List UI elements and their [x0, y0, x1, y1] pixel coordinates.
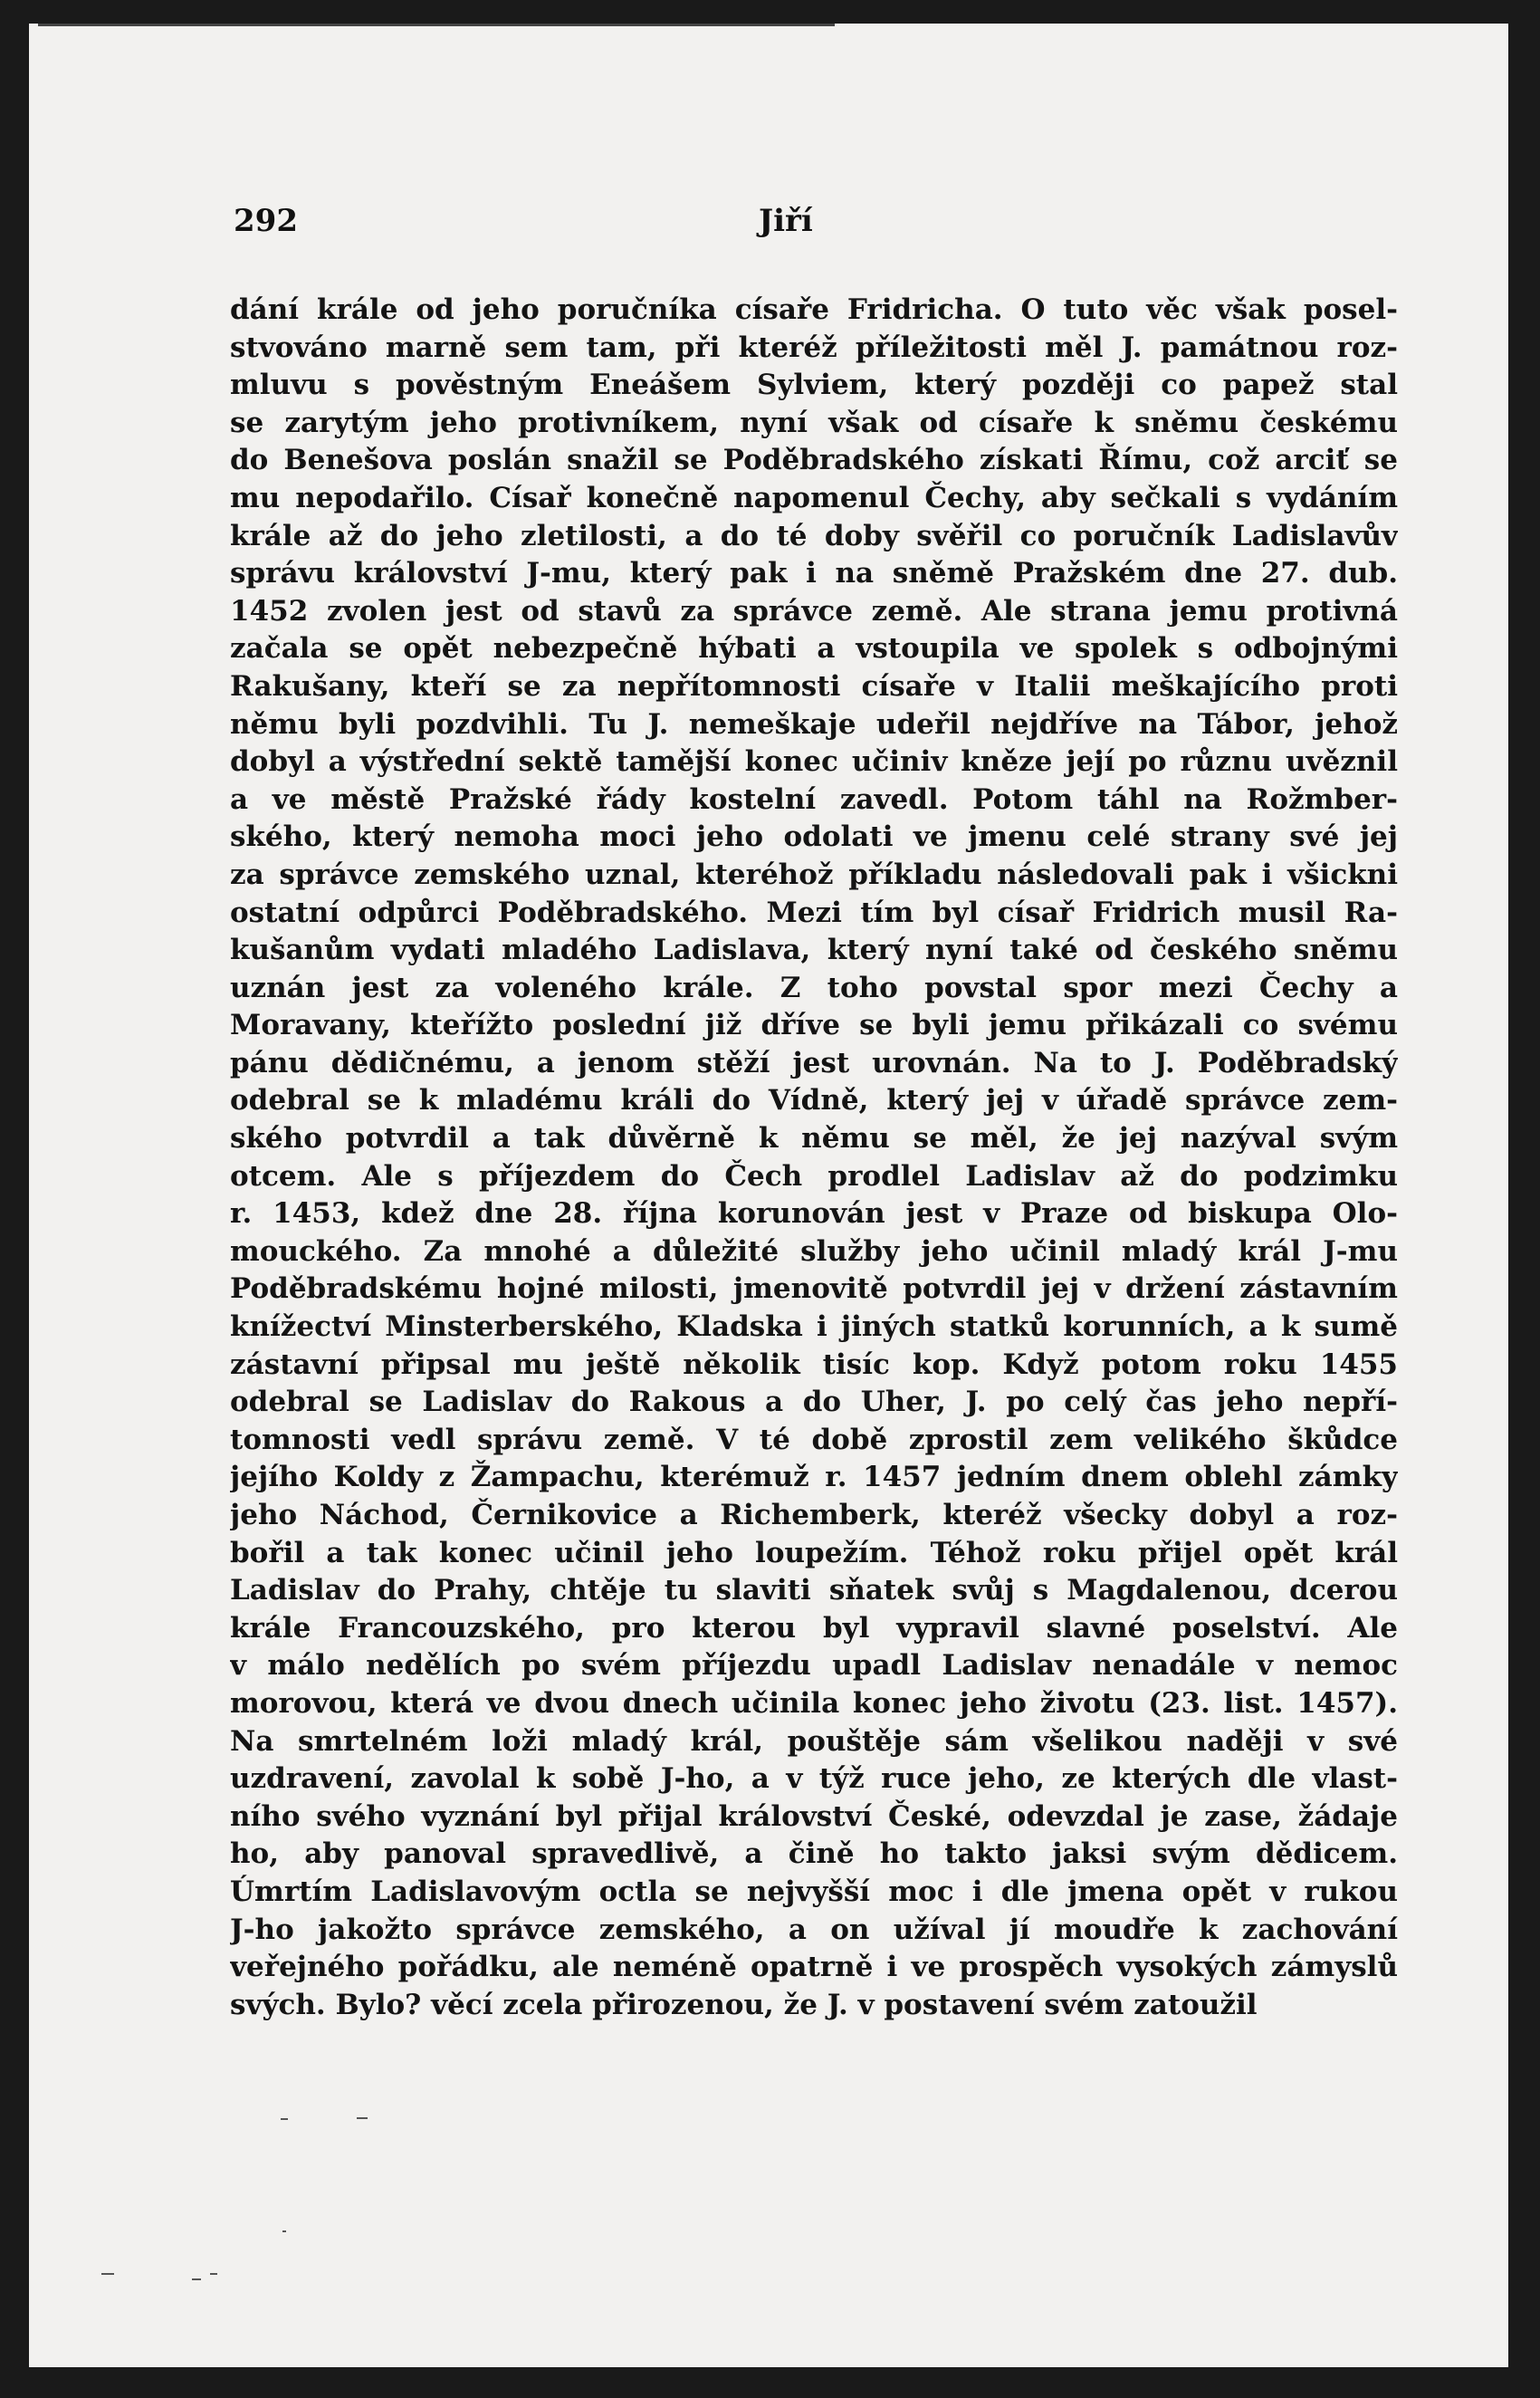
text-line: mluvu s pověstným Eneášem Sylviem, který později co papež stal: [230, 369, 1398, 402]
text-line: mouckého. Za mnohé a důležité služby jeho učinil mladý král J-mu: [230, 1234, 1398, 1268]
page-header: [234, 203, 1394, 248]
text-line: Poděbradskému hojné milosti, jmenovitě potvrdil jej v držení zástavním: [230, 1272, 1398, 1306]
text-line: ho, aby panoval spravedlivě, a čině ho takto jaksi svým dědicem.: [230, 1837, 1398, 1871]
text-line: krále Francouzského, pro kterou byl vypravil slavné poselství. Ale: [230, 1611, 1398, 1645]
text-line: J-ho jakožto správce zemského, a on užíval jí moudře k zachování: [230, 1913, 1398, 1946]
text-line: dobyl a výstřední sektě tamější konec učiniv kněze její po různu uvěznil: [230, 745, 1398, 779]
text-line: r. 1453, kdež dne 28. října korunován jest v Praze od biskupa Olo-: [230, 1197, 1398, 1231]
text-line: jeho Náchod, Černikovice a Richemberk, kteréž všecky dobyl a roz-: [230, 1499, 1398, 1531]
text-line: se zarytým jeho protivníkem, nyní však od císaře k sněmu českému: [230, 406, 1398, 439]
text-line: jejího Koldy z Žampachu, kterémuž r. 1457 jedním dnem oblehl zámky: [230, 1461, 1398, 1494]
text-line: ostatní odpůrci Poděbradského. Mezi tím byl císař Fridrich musil Ra-: [230, 896, 1398, 929]
text-line: kušanům vydati mladého Ladislava, který nyní také od českého sněmu: [230, 934, 1398, 967]
text-line: Moravany, kteřížto poslední již dříve se byli jemu přikázali co svému: [230, 1009, 1398, 1042]
text-line: krále až do jeho zletilosti, a do té doby svěřil co poručník Ladislavův: [230, 519, 1398, 552]
text-line: tomnosti vedl správu země. V té době zprostil zem velikého škůdce: [230, 1423, 1398, 1456]
text-line: odebral se Ladislav do Rakous a do Uher, J. po celý čas jeho nepří-: [230, 1386, 1398, 1419]
body-text: [230, 292, 1398, 2024]
page-number: 292: [234, 203, 298, 239]
text-line: ského potvrdil a tak důvěrně k němu se měl, že jej nazýval svým: [230, 1122, 1398, 1156]
text-line: Úmrtím Ladislavovým octla se nejvyšší moc i dle jmena opět v rukou: [230, 1875, 1398, 1908]
text-line: za správce zemského uznal, kteréhož příkladu následovali pak i všickni: [230, 858, 1398, 891]
text-line: svých. Bylo? věcí zcela přirozenou, že J. v postavení svém zatoužil: [230, 1988, 1258, 2021]
text-line: v málo nedělích po svém příjezdu upadl Ladislav nenadále v nemoc: [230, 1649, 1398, 1683]
text-line: uzdravení, zavolal k sobě J-ho, a v týž ruce jeho, ze kterých dle vlast-: [230, 1762, 1398, 1796]
text-line: pánu dědičnému, a jenom stěží jest urovnán. Na to J. Poděbradský: [230, 1046, 1398, 1079]
text-line: stvováno marně sem tam, při kteréž příležitosti měl J. památnou roz-: [230, 331, 1398, 364]
text-line: morovou, která ve dvou dnech učinila konec jeho životu (23. list. 1457).: [230, 1686, 1398, 1720]
text-line: do Benešova poslán snažil se Poděbradského získati Římu, což arciť se: [230, 444, 1398, 477]
text-line: Ladislav do Prahy, chtěje tu slaviti sňatek svůj s Magdalenou, dcerou: [230, 1574, 1398, 1607]
text-line: Rakušany, kteří se za nepřítomnosti císaře v Italii meškajícího proti: [230, 669, 1398, 703]
running-head: Jiří: [759, 203, 813, 239]
text-line: knížectví Minsterberského, Kladska i jiných statků korunních, a k sumě: [230, 1310, 1398, 1344]
text-line: bořil a tak konec učinil jeho loupežím. Téhož roku přijel opět král: [230, 1536, 1398, 1569]
text-line: němu byli pozdvihli. Tu J. nemeškaje udeřil nejdříve na Tábor, jehož: [230, 707, 1398, 741]
text-line: ního svého vyznání byl přijal království České, odevzdal je zase, žádaje: [230, 1799, 1398, 1833]
top-edge-rule: [38, 24, 835, 26]
text-line: odebral se k mladému králi do Vídně, který jej v úřadě správce zem-: [230, 1084, 1398, 1117]
text-line: ského, který nemoha moci jeho odolati ve jmenu celé strany své jej: [230, 820, 1398, 854]
text-line: mu nepodařilo. Císař konečně napomenul Čechy, aby sečkali s vydáním: [230, 481, 1398, 514]
book-page: [29, 24, 1508, 2367]
text-line: veřejného pořádku, ale neméně opatrně i ve prospěch vysokých zámyslů: [230, 1951, 1398, 1984]
text-line: 1452 zvolen jest od stavů za správce země. Ale strana jemu protivná: [230, 594, 1398, 628]
text-line: dání krále od jeho poručníka císaře Fridricha. O tuto věc však posel-: [230, 293, 1398, 326]
text-line: správu království J-mu, který pak i na sněmě Pražském dne 27. dub.: [230, 557, 1398, 590]
text-line: zástavní připsal mu ještě několik tisíc kop. Když potom roku 1455: [230, 1348, 1398, 1381]
text-line: začala se opět nebezpečně hýbati a vstoupila ve spolek s odbojnými: [230, 632, 1398, 666]
text-line: uznán jest za voleného krále. Z toho povstal spor mezi Čechy a: [230, 971, 1398, 1004]
text-line: a ve městě Pražské řády kostelní zavedl. Potom táhl na Rožmber-: [230, 782, 1398, 816]
text-line: otcem. Ale s příjezdem do Čech prodlel Ladislav až do podzimku: [230, 1159, 1398, 1193]
text-line: Na smrtelném loži mladý král, pouštěje sám všelikou naději v své: [230, 1724, 1398, 1758]
